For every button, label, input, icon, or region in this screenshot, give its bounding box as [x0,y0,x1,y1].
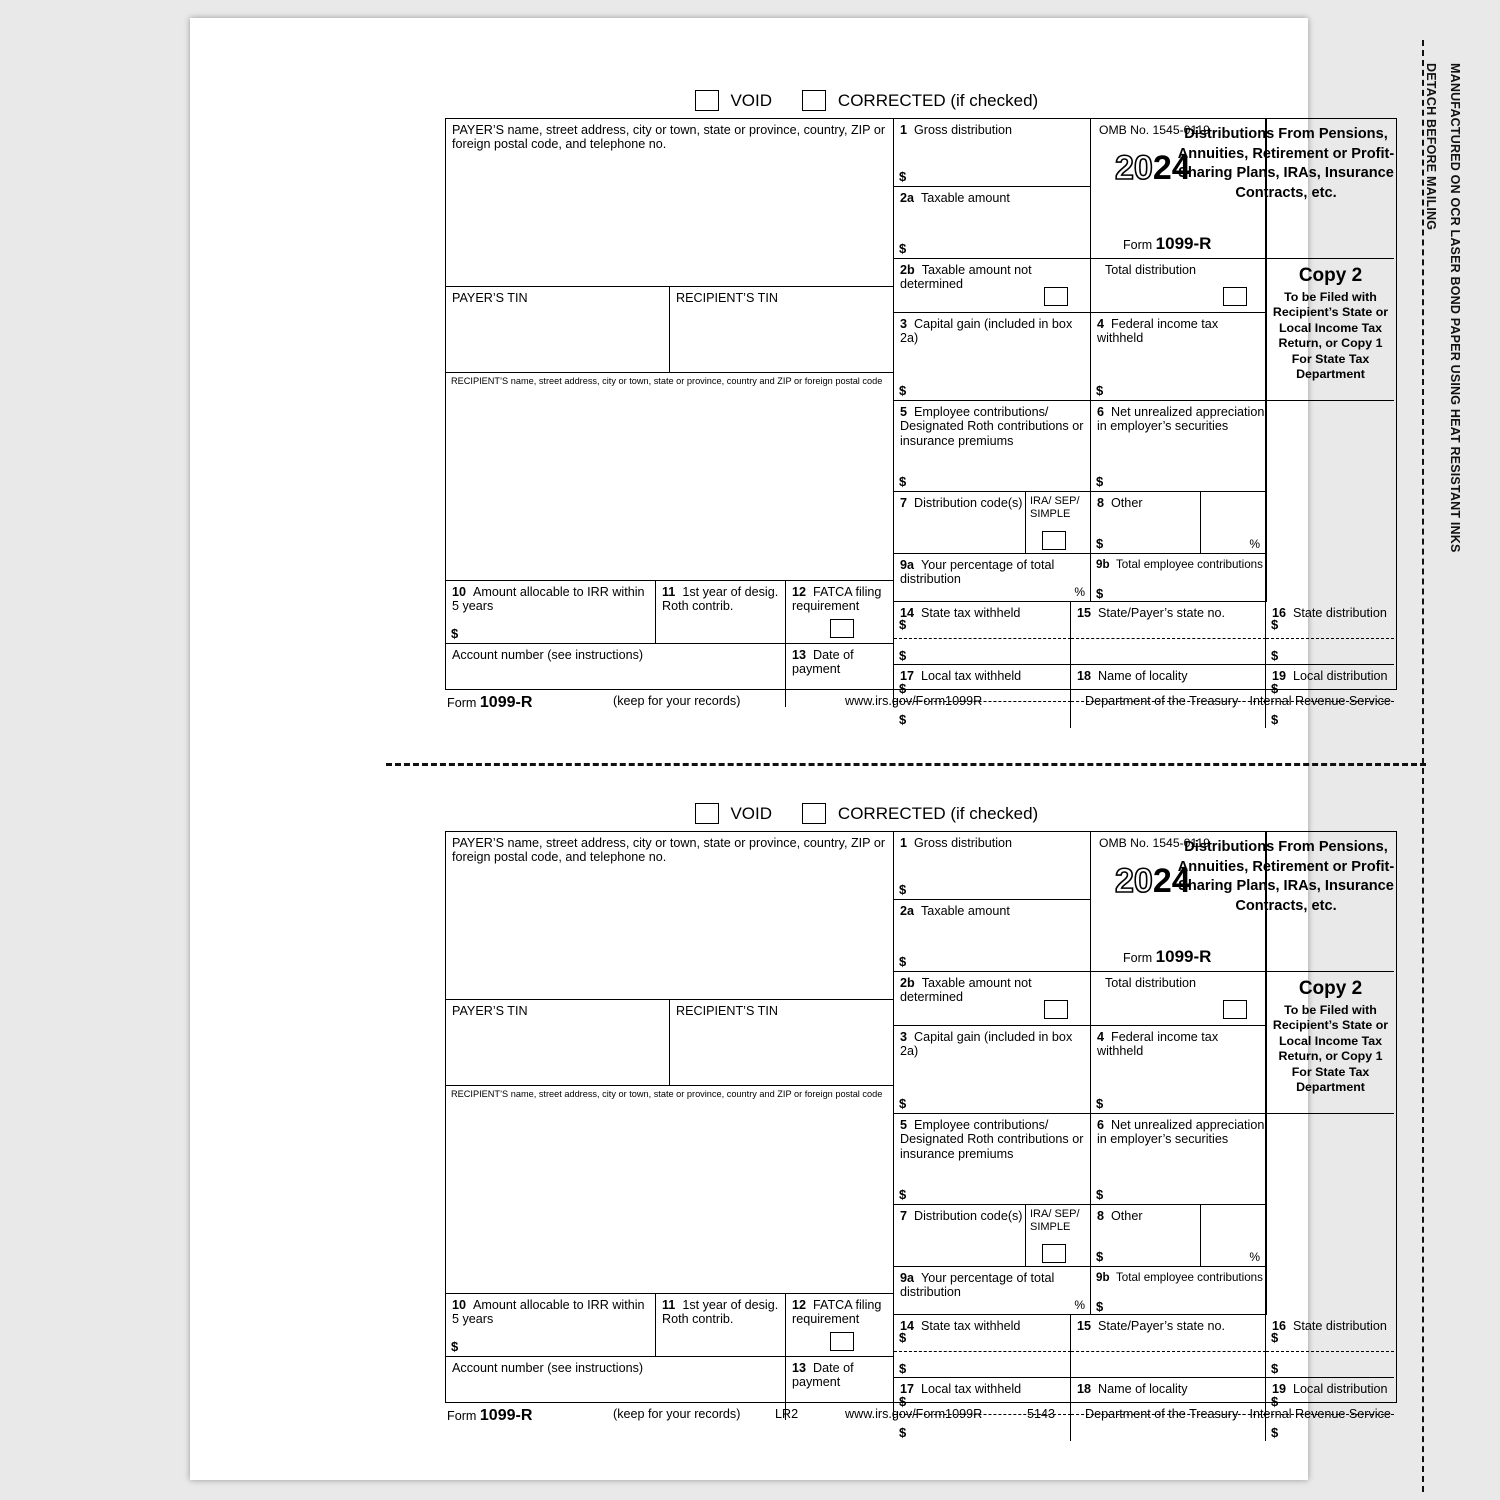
ira-sep-simple-label-2: IRA/ SEP/ SIMPLE [1030,1208,1080,1233]
box-9a-number: 9a [900,558,915,572]
box-3-number: 3 [900,317,908,331]
box-13-number-2: 13 [792,1361,807,1375]
box-9b-label-2: Total employee contributions [1115,1271,1263,1284]
box-6-dollar: $ [1096,474,1104,489]
box-16-label: State distribution [1293,606,1387,620]
box-8-percent-cell-2[interactable] [1201,1205,1266,1267]
box-4-number: 4 [1097,317,1105,331]
footer-code: LR2 [775,1407,799,1421]
form-title-2: Distributions From Pensions, Annuities, Retirement or Profit-Sharing Plans, IRAs, Insurance Contracts, etc. [1177,839,1395,914]
void-label: VOID [730,90,773,110]
box-4-label-2: Federal income tax withheld [1097,1030,1219,1059]
void-corrected-row [695,90,1295,116]
box-9b-dollar-2: $ [1096,1299,1104,1314]
box-6-dollar-2: $ [1096,1187,1104,1202]
box-2a-dollar-2: $ [899,954,907,969]
box-3[interactable] [894,313,1091,401]
form-1099r-copy-bottom [445,803,1395,1440]
box-6-label-2: Net unrealized appreciation in employer’s securities [1097,1118,1265,1147]
box-4-label: Federal income tax withheld [1097,317,1219,346]
box-14-divider-2 [894,1351,1071,1352]
payer-name-box[interactable] [446,119,894,287]
box-5-number: 5 [900,405,908,419]
box-19-dollar-1-2: $ [1271,1394,1279,1409]
box-5-label-2: Employee contributions/ Designated Roth contributions or insurance premiums [900,1118,1084,1161]
recipient-name-label: RECIPIENT’S name, street address, city or town, state or province, country and ZIP or foreign postal code [451,376,883,386]
box-14-dollar-2-2: $ [899,1361,907,1376]
box-16-dollar-2-2: $ [1271,1361,1279,1376]
box-16-number: 16 [1272,606,1287,620]
side-text-detach: DETACH BEFORE MAILING [1424,63,1438,231]
box-6-number-2: 6 [1097,1118,1105,1132]
copy-panel [1266,259,1394,401]
account-number-label-2: Account number (see instructions) [452,1361,644,1375]
box-8-percent-2: % [1249,1250,1260,1264]
box-1[interactable] [894,119,1091,187]
total-distribution-label-2: Total distribution [1105,976,1197,990]
box-9b-label: Total employee contributions [1115,558,1263,571]
box-3-dollar: $ [899,383,907,398]
omb-number-2: OMB No. 1545-0119 [1099,836,1210,850]
box-13-label-2: Date of payment [792,1361,854,1390]
form-title: Distributions From Pensions, Annuities, Retirement or Profit-Sharing Plans, IRAs, Insurance Contracts, etc. [1177,126,1395,201]
corrected-checkbox[interactable] [802,90,826,111]
box-2b-label-2: Taxable amount not determined [900,976,1032,1005]
copy-sub-label-2: To be Filed with Recipient’s State or Local Income Tax Return, or Copy 1 For State Tax Department [1272,1003,1389,1095]
box-18-label-2: Name of locality [1098,1382,1188,1396]
ira-sep-simple-checkbox-2[interactable] [1042,1244,1066,1263]
box-11-label-2: 1st year of desig. Roth contrib. [662,1298,779,1327]
footer-form-word: Form [447,696,477,710]
omb-number: OMB No. 1545-0119 [1099,123,1210,137]
box-16-dollar-2: $ [1271,648,1279,663]
horizontal-perforation [386,763,1426,766]
box-8-dollar: $ [1096,536,1104,551]
box-9a-number-2: 9a [900,1271,915,1285]
box-13-label: Date of payment [792,648,854,677]
box-5-number-2: 5 [900,1118,908,1132]
box-12-label: FATCA filing requirement [792,585,882,614]
box-8-number-2: 8 [1097,1209,1105,1223]
box-1-2[interactable] [894,832,1091,900]
box-3-dollar-2: $ [899,1096,907,1111]
box-15-label-2: State/Payer’s state no. [1098,1319,1225,1333]
box-8[interactable] [1091,492,1201,554]
box-2a-2[interactable] [894,900,1091,972]
box-14-dollar-1-2: $ [899,1330,907,1345]
box-5-2[interactable] [894,1114,1091,1205]
box-16[interactable] [1266,602,1394,665]
box-6-2[interactable] [1091,1114,1266,1205]
box-15[interactable] [1071,602,1266,665]
box-5-dollar: $ [899,474,907,489]
box-15-number-2: 15 [1077,1319,1092,1333]
box-19-dollar-2: $ [1271,712,1279,727]
box-16-divider-2 [1266,1351,1394,1352]
box-16-divider [1266,638,1394,639]
footer-url-2[interactable]: www.irs.gov/Form1099R [845,1407,983,1421]
box-7-label-2: Distribution code(s) [914,1209,1023,1223]
box-2b[interactable] [894,259,1091,313]
box-9a-label-2: Your percentage of total distribution [900,1271,1055,1300]
box-5-label: Employee contributions/ Designated Roth contributions or insurance premiums [900,405,1084,448]
box-2b-checkbox-2[interactable] [1044,1000,1068,1019]
box-12-number-2: 12 [792,1298,807,1312]
box-14-dollar-2: $ [899,648,907,663]
box-2a[interactable] [894,187,1091,259]
box-2a-number-2: 2a [900,904,915,918]
total-distribution-box[interactable] [1091,259,1266,313]
box-2b-2[interactable] [894,972,1091,1026]
box-16-dollar-1: $ [1271,617,1279,632]
box-18-number-2: 18 [1077,1382,1092,1396]
total-distribution-checkbox-2[interactable] [1223,1000,1247,1019]
void-corrected-row-2 [695,803,1295,829]
box-18-number: 18 [1077,669,1092,683]
footer-form-number-2: 1099-R [479,1407,533,1424]
box-9a-percent: % [1074,585,1085,599]
recipient-tin-label-2: RECIPIENT’S TIN [676,1004,778,1018]
box-6-number: 6 [1097,405,1105,419]
corrected-label: CORRECTED (if checked) [837,90,1039,110]
form-sheet [190,18,1462,1480]
box-9b-number-2: 9b [1096,1271,1110,1284]
box-17-dollar-2-2: $ [899,1425,907,1440]
box-7[interactable] [894,492,1026,554]
box-8-dollar-2: $ [1096,1249,1104,1264]
box-14-dollar-1: $ [899,617,907,632]
box-4[interactable] [1091,313,1266,401]
box-2a-number: 2a [900,191,915,205]
void-label-2: VOID [730,803,773,823]
tax-year-2: 2024 [1115,862,1191,900]
copy-panel-blank [1266,401,1394,602]
footer-url[interactable]: www.irs.gov/Form1099R [845,694,983,708]
copy-label: Copy 2 [1298,265,1363,286]
box-14-label-2: State tax withheld [921,1319,1021,1333]
box-9a-percent-2: % [1074,1298,1085,1312]
box-10-label-2: Amount allocable to IRR within 5 years [452,1298,645,1327]
footer-department-2: Department of the Treasury - Internal Revenue Service [1085,1407,1391,1421]
footer-form-word-2: Form [447,1409,477,1423]
void-checkbox-2[interactable] [695,803,719,824]
payer-name-box-2[interactable] [446,832,894,1000]
box-17-label-2: Local tax withheld [921,1382,1022,1396]
box-8-label: Other [1111,496,1143,510]
payer-tin-box[interactable] [446,287,670,373]
box-8-percent: % [1249,537,1260,551]
box-16-number-2: 16 [1272,1319,1287,1333]
box-5-dollar-2: $ [899,1187,907,1202]
copy-label-2: Copy 2 [1298,978,1363,999]
box-7-number-2: 7 [900,1209,908,1223]
box-13-number: 13 [792,648,807,662]
box-10-dollar: $ [451,626,459,641]
corrected-label-2: CORRECTED (if checked) [837,803,1039,823]
ira-sep-simple-box-2[interactable] [1026,1205,1091,1267]
payer-tin-box-2[interactable] [446,1000,670,1086]
box-8-2[interactable] [1091,1205,1201,1267]
box-17-number: 17 [900,669,915,683]
box-11-number-2: 11 [662,1298,676,1312]
recipient-tin-box[interactable] [670,287,894,373]
box-15-divider [1071,638,1266,639]
box-9b[interactable] [1091,554,1266,602]
box-1-number-2: 1 [900,836,908,850]
box-10[interactable] [446,581,656,644]
box-14-divider [894,638,1071,639]
form-word: Form [1123,238,1153,252]
payer-name-label: PAYER’S name, street address, city or town, state or province, country, ZIP or foreign postal code, and telephone no. [452,123,886,152]
payer-tin-label-2: PAYER’S TIN [452,1004,528,1018]
box-3-label: Capital gain (included in box 2a) [900,317,1073,346]
box-3-number-2: 3 [900,1030,908,1044]
account-number-label: Account number (see instructions) [452,648,644,662]
total-distribution-checkbox[interactable] [1223,287,1247,306]
box-6[interactable] [1091,401,1266,492]
void-checkbox[interactable] [695,90,719,111]
box-9b-dollar: $ [1096,586,1104,601]
box-12-label-2: FATCA filing requirement [792,1298,882,1327]
fatca-checkbox[interactable] [830,619,854,638]
box-12[interactable] [786,581,894,644]
tax-year: 2024 [1115,149,1191,187]
box-9b-number: 9b [1096,558,1110,571]
box-2b-label: Taxable amount not determined [900,263,1032,292]
ira-sep-simple-box[interactable] [1026,492,1091,554]
box-17-dollar-1-2: $ [899,1394,907,1409]
box-15-number: 15 [1077,606,1092,620]
box-19-label: Local distribution [1293,669,1388,683]
box-4-dollar-2: $ [1096,1096,1104,1111]
box-12-2[interactable] [786,1294,894,1357]
box-17-number-2: 17 [900,1382,915,1396]
payer-tin-label: PAYER’S TIN [452,291,528,305]
total-distribution-label: Total distribution [1105,263,1197,277]
corrected-checkbox-2[interactable] [802,803,826,824]
box-8-number: 8 [1097,496,1105,510]
footer-department: Department of the Treasury - Internal Revenue Service [1085,694,1391,708]
recipient-name-box[interactable] [446,373,894,581]
box-19-number: 19 [1272,669,1287,683]
box-12-number: 12 [792,585,807,599]
copy-sub-label: To be Filed with Recipient’s State or Local Income Tax Return, or Copy 1 For State Tax Department [1272,290,1389,382]
form-number-2: 1099-R [1155,947,1212,966]
box-1-number: 1 [900,123,908,137]
box-14-number-2: 14 [900,1319,915,1333]
box-10-label: Amount allocable to IRR within 5 years [452,585,645,614]
box-9b-2[interactable] [1091,1267,1266,1315]
box-8-percent-cell[interactable] [1201,492,1266,554]
box-3-2[interactable] [894,1026,1091,1114]
box-8-label-2: Other [1111,1209,1143,1223]
fatca-checkbox-2[interactable] [830,1332,854,1351]
box-14-label: State tax withheld [921,606,1021,620]
box-2b-checkbox[interactable] [1044,287,1068,306]
box-18-label: Name of locality [1098,669,1188,683]
box-9a-label: Your percentage of total distribution [900,558,1055,587]
box-1-dollar-2: $ [899,882,907,897]
box-17-dollar-2: $ [899,712,907,727]
box-1-label-2: Gross distribution [914,836,1013,850]
box-16-label-2: State distribution [1293,1319,1387,1333]
box-3-label-2: Capital gain (included in box 2a) [900,1030,1073,1059]
box-2a-dollar: $ [899,241,907,256]
box-11-number: 11 [662,585,676,599]
footer-keep-records-2: (keep for your records) [613,1407,741,1421]
recipient-tin-box-2[interactable] [670,1000,894,1086]
box-19-label-2: Local distribution [1293,1382,1388,1396]
recipient-name-box-2[interactable] [446,1086,894,1294]
footer-keep-records: (keep for your records) [613,694,741,708]
box-4-dollar: $ [1096,383,1104,398]
box-14-2[interactable] [894,1315,1071,1378]
box-2b-number: 2b [900,263,915,277]
box-5[interactable] [894,401,1091,492]
box-19-dollar-1: $ [1271,681,1279,696]
box-16-dollar-1-2: $ [1271,1330,1279,1345]
box-19-number-2: 19 [1272,1382,1287,1396]
box-7-number: 7 [900,496,908,510]
form-1099r-copy-top [445,90,1395,727]
box-6-label: Net unrealized appreciation in employer’s securities [1097,405,1265,434]
recipient-tin-label: RECIPIENT’S TIN [676,291,778,305]
recipient-name-label-2: RECIPIENT’S name, street address, city or town, state or province, country and ZIP or foreign postal code [451,1089,883,1099]
payer-name-label-2: PAYER’S name, street address, city or town, state or province, country, ZIP or foreign postal code, and telephone no. [452,836,886,865]
box-16-2[interactable] [1266,1315,1394,1378]
box-10-number: 10 [452,585,467,599]
box-1-dollar: $ [899,169,907,184]
box-1-label: Gross distribution [914,123,1013,137]
total-distribution-box-2[interactable] [1091,972,1266,1026]
box-14-number: 14 [900,606,915,620]
box-2a-label-2: Taxable amount [921,904,1010,918]
box-7-2[interactable] [894,1205,1026,1267]
box-14[interactable] [894,602,1071,665]
ira-sep-simple-checkbox[interactable] [1042,531,1066,550]
form-number: 1099-R [1155,234,1212,253]
box-4-2[interactable] [1091,1026,1266,1114]
ira-sep-simple-label: IRA/ SEP/ SIMPLE [1030,495,1080,520]
box-17-dollar-1: $ [899,681,907,696]
box-10-number-2: 10 [452,1298,467,1312]
footer-number: 5143 [1027,1407,1056,1421]
box-11-label: 1st year of desig. Roth contrib. [662,585,779,614]
box-10-dollar-2: $ [451,1339,459,1354]
box-7-label: Distribution code(s) [914,496,1023,510]
box-11-2[interactable] [656,1294,786,1357]
form-word-2: Form [1123,951,1153,965]
copy-panel-blank-2 [1266,1114,1394,1315]
box-9a-2[interactable] [894,1267,1091,1315]
copy-panel-2 [1266,972,1394,1114]
box-9a[interactable] [894,554,1091,602]
box-15-label: State/Payer’s state no. [1098,606,1225,620]
box-2b-number-2: 2b [900,976,915,990]
footer-form-number: 1099-R [479,694,533,711]
box-4-number-2: 4 [1097,1030,1105,1044]
box-17-label: Local tax withheld [921,669,1022,683]
box-2a-label: Taxable amount [921,191,1010,205]
box-10-2[interactable] [446,1294,656,1357]
box-11[interactable] [656,581,786,644]
side-text-manufactured: MANUFACTURED ON OCR LASER BOND PAPER USING HEAT RESISTANT INKS [1448,63,1462,553]
box-15-divider-2 [1071,1351,1266,1352]
box-15-2[interactable] [1071,1315,1266,1378]
box-19-dollar-2-2: $ [1271,1425,1279,1440]
